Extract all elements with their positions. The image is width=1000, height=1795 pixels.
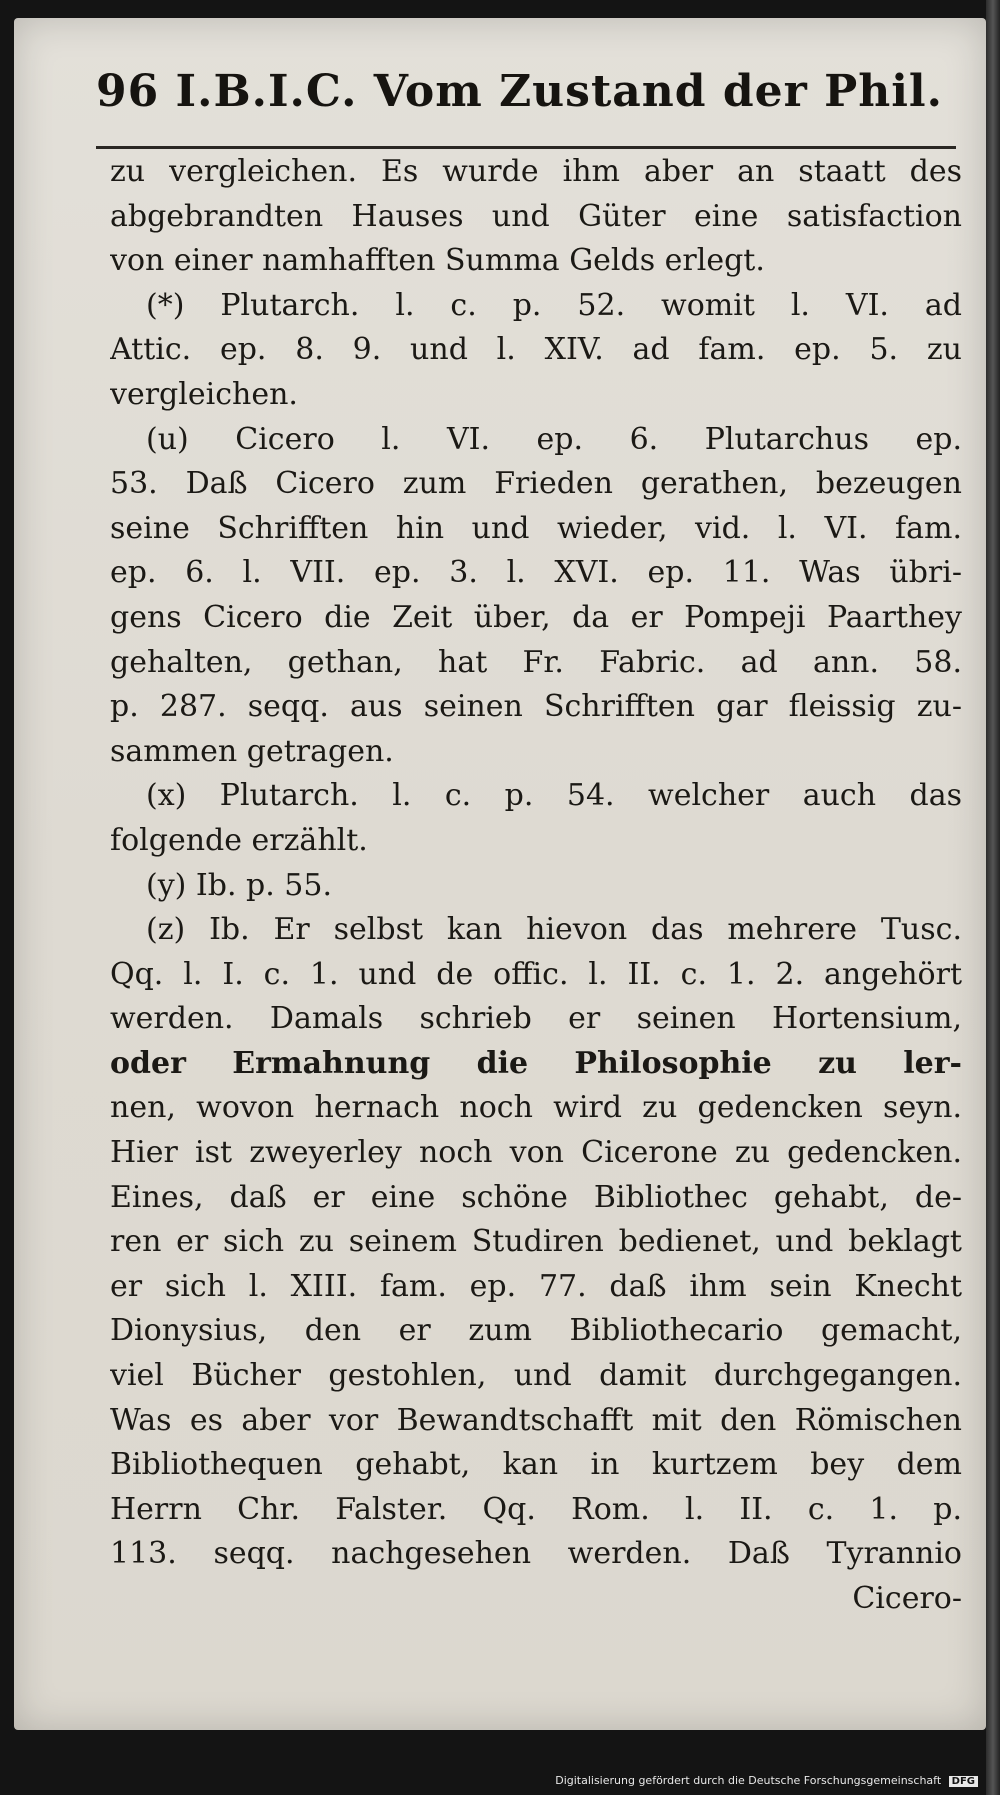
text-line: 113. seqq. nachgesehen werden. Daß Tyrannio bbox=[110, 1536, 962, 1572]
text-line: von einer namhafften Summa Gelds erlegt. bbox=[110, 243, 765, 279]
text-line: seine Schrifften hin und wieder, vid. l. VI. fam. bbox=[110, 510, 962, 546]
text-line: p. 287. seqq. aus seinen Schrifften gar fleissig zu- bbox=[110, 689, 962, 725]
running-head: 96 I.B.I.C. Vom Zustand der Phil. bbox=[96, 66, 943, 117]
text-line: vergleichen. bbox=[110, 376, 298, 412]
footnote-line: (*) Plutarch. l. c. p. 52. womit l. VI. ad bbox=[146, 287, 962, 323]
catchword: Cicero- bbox=[852, 1581, 962, 1616]
text-line: Bibliothequen gehabt, kan in kurtzem bey dem bbox=[110, 1447, 962, 1483]
text-line: folgende erzählt. bbox=[110, 822, 368, 858]
text-line: Hier ist zweyerley noch von Cicerone zu gedencken. bbox=[110, 1135, 962, 1171]
text-line: Eines, daß er eine schöne Bibliothec gehabt, de- bbox=[110, 1179, 962, 1215]
footnote-line: (y) Ib. p. 55. bbox=[146, 867, 333, 903]
text-line: Was es aber vor Bewandtschafft mit den Römischen bbox=[110, 1402, 962, 1438]
text-line: ep. 6. l. VII. ep. 3. l. XVI. ep. 11. Was übri- bbox=[110, 555, 962, 591]
text-line: nen, wovon hernach noch wird zu gedencken seyn. bbox=[110, 1090, 962, 1126]
text-line: Qq. l. I. c. 1. und de offic. l. II. c. 1. 2. angehört bbox=[110, 956, 962, 992]
text-line: oder Ermahnung die Philosophie zu ler- bbox=[110, 1045, 962, 1081]
text-line: Dionysius, den er zum Bibliothecario gemacht, bbox=[110, 1313, 962, 1349]
page-body bbox=[110, 150, 962, 1622]
text-line: ren er sich zu seinem Studiren bedienet, und beklagt bbox=[110, 1224, 962, 1260]
text-line: 53. Daß Cicero zum Frieden gerathen, bezeugen bbox=[110, 466, 962, 502]
text-line: viel Bücher gestohlen, und damit durchgegangen. bbox=[110, 1358, 962, 1394]
footnote-line: (u) Cicero l. VI. ep. 6. Plutarchus ep. bbox=[146, 421, 962, 457]
footnote-line: (x) Plutarch. l. c. p. 54. welcher auch das bbox=[146, 778, 962, 814]
text-line: gens Cicero die Zeit über, da er Pompeji Paarthey bbox=[110, 599, 962, 635]
text-line: gehalten, gethan, hat Fr. Fabric. ad ann. 58. bbox=[110, 644, 962, 680]
digitization-credit bbox=[555, 1774, 978, 1787]
text-line: Attic. ep. 8. 9. und l. XIV. ad fam. ep. 5. zu bbox=[110, 332, 962, 368]
book-spine-edge bbox=[986, 0, 1000, 1795]
dfg-logo: DFG bbox=[949, 1776, 978, 1787]
header-rule bbox=[96, 146, 956, 149]
text-line: abgebrandten Hauses und Güter eine satisfaction bbox=[110, 198, 962, 234]
text-line: werden. Damals schrieb er seinen Hortensium, bbox=[110, 1001, 962, 1037]
text-line: zu vergleichen. Es wurde ihm aber an staatt des bbox=[110, 154, 962, 189]
footnote-line: (z) Ib. Er selbst kan hievon das mehrere Tusc. bbox=[146, 912, 962, 948]
text-line: er sich l. XIII. fam. ep. 77. daß ihm sein Knecht bbox=[110, 1268, 962, 1304]
text-line: sammen getragen. bbox=[110, 733, 394, 769]
credit-text: Digitalisierung gefördert durch die Deutsche Forschungsgemeinschaft bbox=[555, 1774, 942, 1787]
text-line: Herrn Chr. Falster. Qq. Rom. l. II. c. 1. p. bbox=[110, 1491, 962, 1527]
